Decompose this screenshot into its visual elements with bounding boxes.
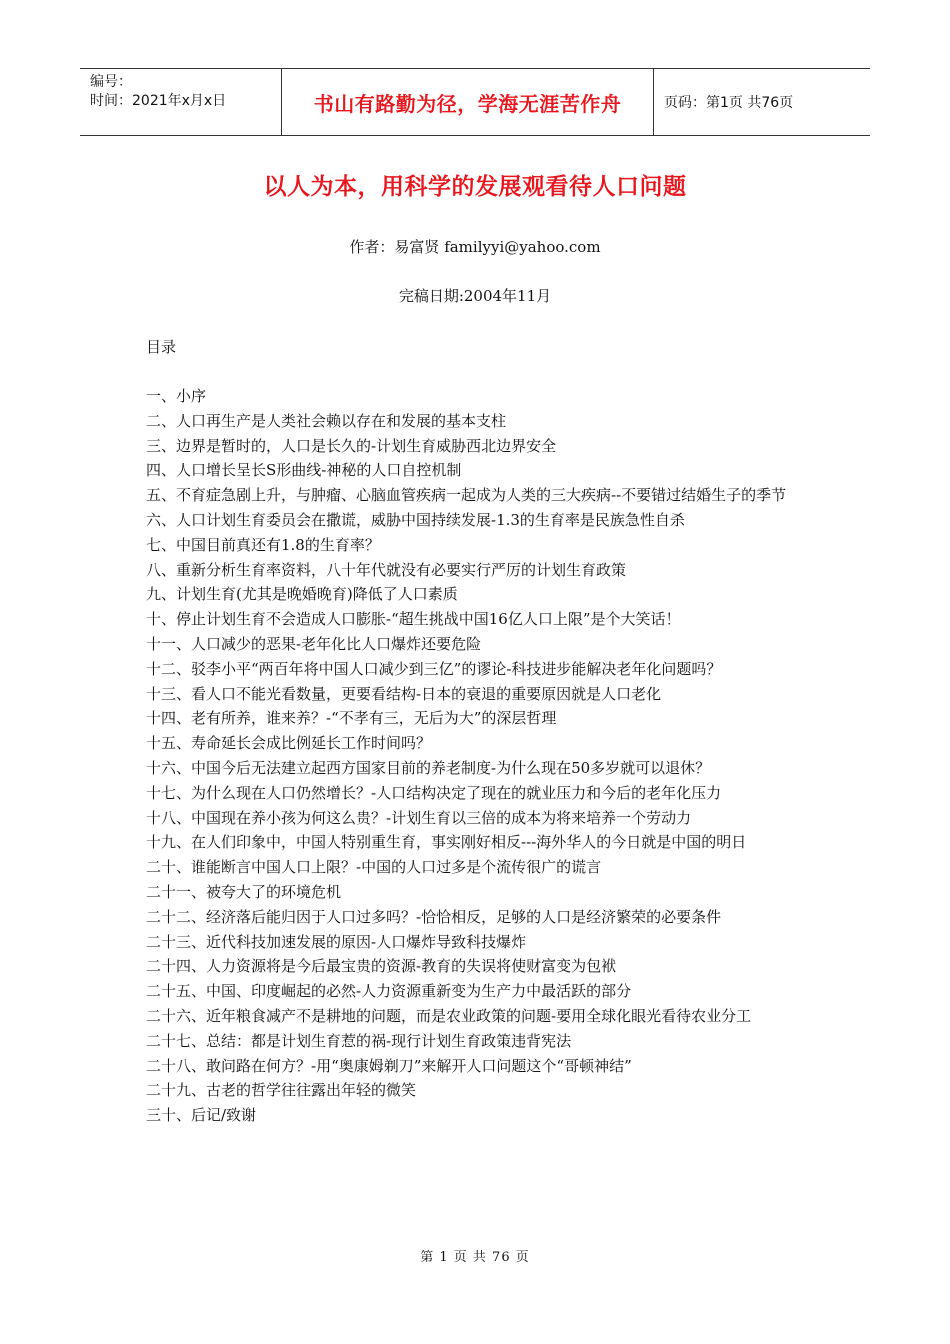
toc-item: 二十九、古老的哲学往往露出年轻的微笑 (146, 1081, 417, 1100)
toc-item: 二十六、近年粮食减产不是耕地的问题，而是农业政策的问题-要用全球化眼光看待农业分工 (146, 1006, 752, 1025)
toc-item: 二、人口再生产是人类社会赖以存在和发展的基本支柱 (146, 411, 507, 430)
page-footer: 第 1 页 共 76 页 (420, 1250, 530, 1265)
toc-item: 二十四、人力资源将是今后最宝贵的资源-教育的失误将使财富变为包袱 (146, 957, 617, 976)
header-number-label: 编号： (90, 74, 132, 90)
toc-item: 二十七、总结：都是计划生育惹的祸-现行计划生育政策违背宪法 (146, 1031, 572, 1050)
toc-item: 十四、老有所养，谁来养？-“不孝有三，无后为大”的深层哲理 (146, 709, 557, 728)
toc-item: 十六、中国今后无法建立起西方国家目前的养老制度-为什么现在50多岁就可以退休？ (146, 758, 711, 777)
table-of-contents (146, 384, 814, 1128)
toc-item: 二十三、近代科技加速发展的原因-人口爆炸导致科技爆炸 (146, 932, 527, 951)
toc-item: 十二、驳李小平“两百年将中国人口减少到三亿”的谬论-科技进步能解决老年化问题吗？ (146, 659, 722, 678)
toc-item: 四、人口增长呈长S形曲线-神秘的人口自控机制 (146, 461, 462, 480)
header-page-info: 页码：第1页 共76页 (664, 95, 794, 111)
toc-item: 八、重新分析生育率资料，八十年代就没有必要实行严厉的计划生育政策 (146, 560, 627, 579)
toc-item: 十三、看人口不能光看数量，更要看结构-日本的衰退的重要原因就是人口老化 (146, 684, 662, 703)
toc-item: 十七、为什么现在人口仍然增长？-人口结构决定了现在的就业压力和今后的老年化压力 (146, 783, 722, 802)
header-motto: 书山有路勤为径，学海无涯苦作舟 (282, 69, 654, 135)
toc-item: 十五、寿命延长会成比例延长工作时间吗？ (146, 734, 432, 753)
toc-item: 十、停止计划生育不会造成人口膨胀-“超生挑战中国16亿人口上限”是个大笑话！ (146, 610, 681, 629)
toc-item: 二十、谁能断言中国人口上限？-中国的人口过多是个流传很广的谎言 (146, 858, 602, 877)
document-date: 完稿日期:2004年11月 (398, 287, 552, 305)
document-title: 以人为本，用科学的发展观看待人口问题 (263, 174, 687, 200)
toc-item: 六、人口计划生育委员会在撒谎，威胁中国持续发展-1.3的生育率是民族急性自杀 (146, 510, 685, 529)
toc-item: 一、小序 (146, 387, 207, 405)
toc-item: 九、计划生育(尤其是晚婚晚育)降低了人口素质 (146, 585, 458, 604)
toc-item: 二十五、中国、印度崛起的必然-人力资源重新变为生产力中最活跃的部分 (146, 982, 632, 1001)
document-author: 作者：易富贤 familyyi@yahoo.com (349, 238, 601, 256)
toc-item: 三、边界是暂时的，人口是长久的-计划生育威胁西北边界安全 (146, 436, 557, 455)
toc-heading: 目录 (146, 338, 177, 356)
toc-item: 二十八、敢问路在何方？-用“奥康姆剃刀”来解开人口问题这个“哥顿神结” (146, 1056, 632, 1075)
header-meta (80, 69, 282, 135)
toc-item: 二十一、被夸大了的环境危机 (146, 882, 342, 901)
toc-item: 七、中国目前真还有1.8的生育率？ (146, 535, 380, 554)
page-header (80, 68, 870, 136)
header-time-label: 时间：2021年x月x日 (90, 93, 227, 109)
toc-item: 十八、中国现在养小孩为何这么贵？-计划生育以三倍的成本为将来培养一个劳动力 (146, 808, 692, 827)
toc-item: 十一、人口减少的恶果-老年化比人口爆炸还要危险 (146, 634, 482, 653)
toc-item: 三十、后记/致谢 (146, 1106, 257, 1125)
toc-item: 二十二、经济落后能归因于人口过多吗？-恰恰相反，足够的人口是经济繁荣的必要条件 (146, 907, 722, 926)
toc-item: 五、不育症急剧上升，与肿瘤、心脑血管疾病一起成为人类的三大疾病--不要错过结婚生子的季节 (146, 486, 787, 505)
toc-item: 十九、在人们印象中，中国人特别重生育，事实刚好相反---海外华人的今日就是中国的明日 (146, 833, 747, 852)
